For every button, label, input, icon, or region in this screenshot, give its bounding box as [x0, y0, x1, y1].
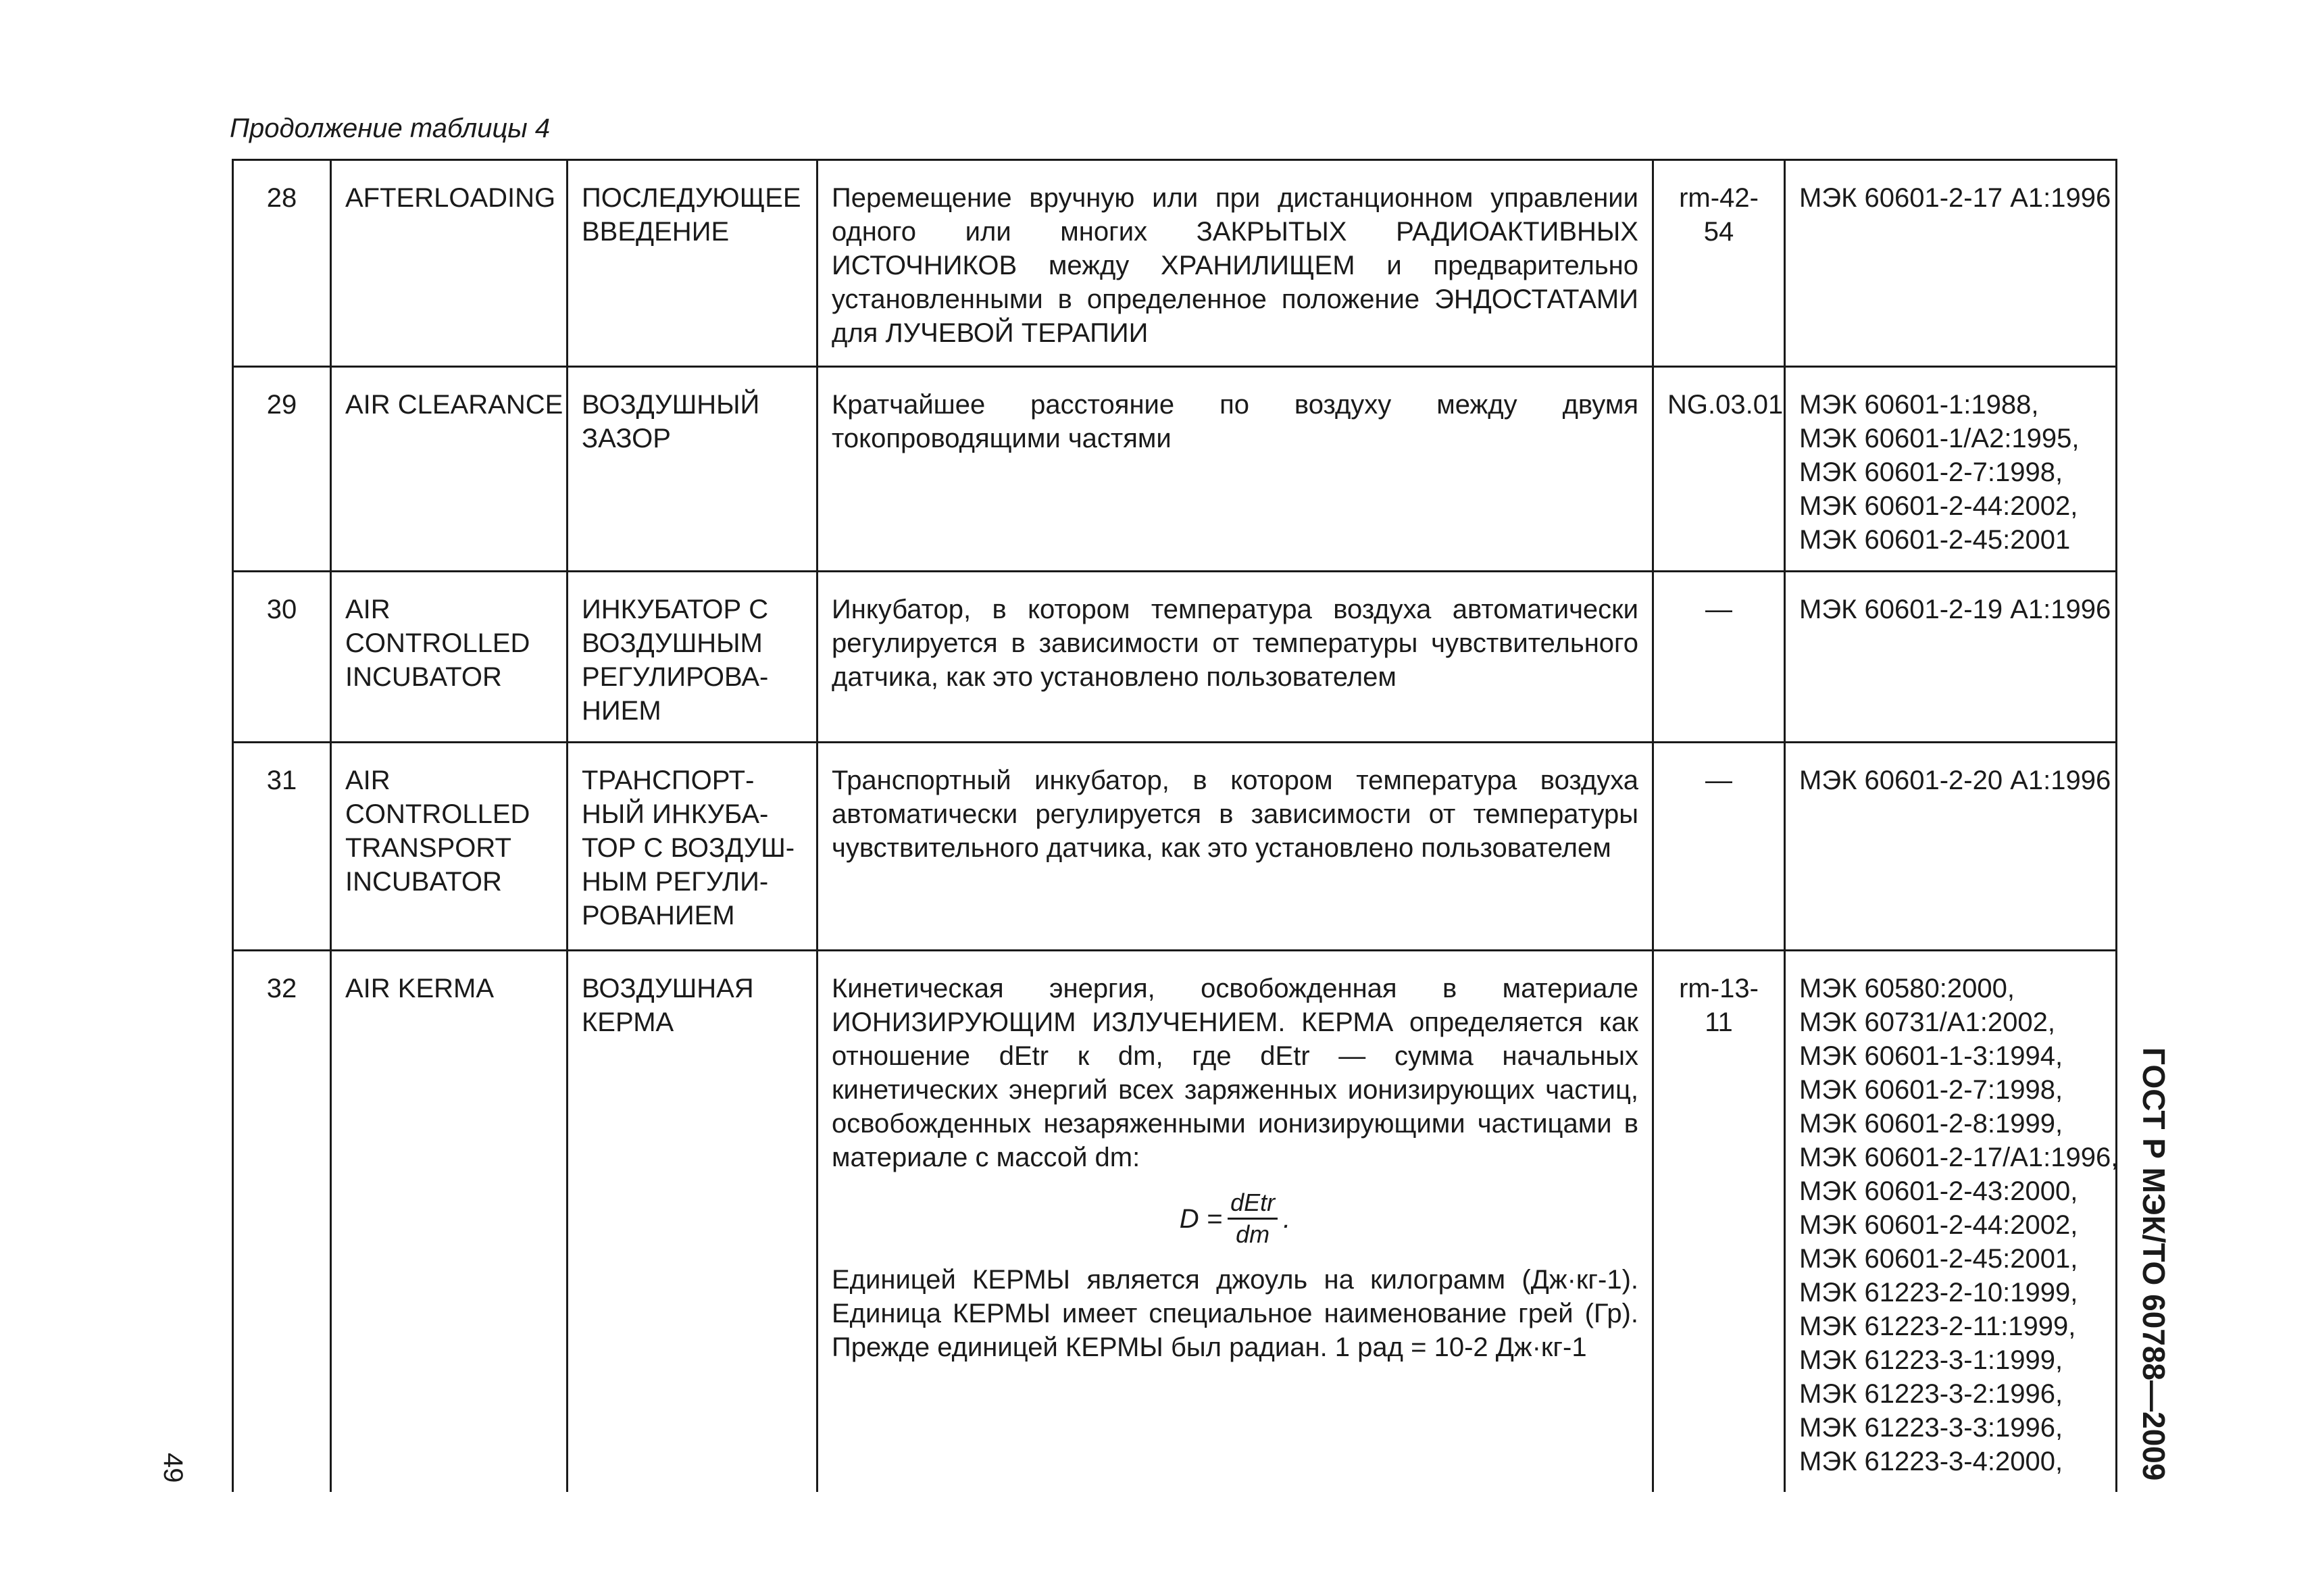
definition-paragraph: Единицей КЕРМЫ является джоуль на килограмм (Дж·кг-1). Единица КЕРМЫ имеет специальное наименование грей (Гр). Прежде единицей КЕРМЫ был радиан. 1 рад = 10-2 Дж·кг-1	[832, 1265, 1638, 1362]
term-russian: ВОЗДУШНАЯ КЕРМА	[568, 951, 818, 1493]
row-number: 28	[233, 160, 331, 367]
formula-denominator: dm	[1236, 1220, 1270, 1248]
document-header: ГОСТ Р МЭК/ТО 60788—2009	[2136, 1047, 2171, 1481]
term-russian: ВОЗДУШНЫЙ ЗАЗОР	[568, 367, 818, 572]
definition-paragraph: Кинетическая энергия, освобожденная в материале ИОНИЗИРУЮЩИМ ИЗЛУЧЕНИЕМ. КЕРМА определяется как отношение dEtr к dm, где dEtr — сумма начальных кинетических энергий всех заряженных ионизирующих частиц, освобожденных незаряженными ионизирующими частицами в материале с массой dm:	[832, 974, 1638, 1172]
term-code: —	[1653, 743, 1785, 951]
term-english: AFTERLOADING	[331, 160, 568, 367]
term-code: rm-42-54	[1653, 160, 1785, 367]
terms-table	[232, 159, 2117, 1492]
table-caption: Продолжение таблицы 4	[230, 114, 551, 143]
page-number: 49	[158, 1453, 188, 1483]
term-russian: ПОСЛЕДУЮЩЕЕ ВВЕДЕНИЕ	[568, 160, 818, 367]
term-english: AIR CONTROLLED TRANSPORT INCUBATOR	[331, 743, 568, 951]
standard-references: МЭК 60601-2-19 А1:1996	[1785, 572, 2117, 743]
term-english: AIR KERMA	[331, 951, 568, 1493]
term-definition: Перемещение вручную или при дистанционном управлении одного или многих ЗАКРЫТЫХ РАДИОАКТИВНЫХ ИСТОЧНИКОВ между ХРАНИЛИЩЕМ и предварительно установленными в определенное положение ЭНДОСТАТАМИ для ЛУЧЕВОЙ ТЕРАПИИ	[818, 160, 1653, 367]
row-number: 30	[233, 572, 331, 743]
formula-lhs: D =	[1179, 1203, 1223, 1234]
term-code: NG.03.01	[1653, 367, 1785, 572]
term-definition: Инкубатор, в котором температура воздуха автоматически регулируется в зависимости от температуры чувствительного датчика, как это установлено пользователем	[818, 572, 1653, 743]
term-code: —	[1653, 572, 1785, 743]
table-row	[233, 743, 2117, 951]
formula-end: .	[1283, 1203, 1291, 1234]
table-row	[233, 160, 2117, 367]
row-number: 29	[233, 367, 331, 572]
term-russian: ИНКУБАТОР С ВОЗДУШНЫМ РЕГУЛИРОВА- НИЕМ	[568, 572, 818, 743]
standard-references: МЭК 60580:2000, МЭК 60731/А1:2002, МЭК 60601-1-3:1994, МЭК 60601-2-7:1998, МЭК 60601-2-8:1999, МЭК 60601-2-17/А1:1996, МЭК 60601-2-43:2000, МЭК 60601-2-44:2002, МЭК 60601-2-45:2001, МЭК 61223-2-10:1999, МЭК 61223-2-11:1999, МЭК 61223-3-1:1999, МЭК 61223-3-2:1996, МЭК 61223-3-3:1996, МЭК 61223-3-4:2000,	[1785, 951, 2117, 1493]
term-code: rm-13-11	[1653, 951, 1785, 1493]
term-english: AIR CLEARANCE	[331, 367, 568, 572]
table-row	[233, 951, 2117, 1493]
term-definition: Транспортный инкубатор, в котором температура воздуха автоматически регулируется в зависимости от температуры чувствительного датчика, как это установлено пользователем	[818, 743, 1653, 951]
term-definition	[818, 951, 1653, 1493]
term-definition: Кратчайшее расстояние по воздуху между двумя токопроводящими частями	[818, 367, 1653, 572]
term-english: AIR CONTROLLED INCUBATOR	[331, 572, 568, 743]
row-number: 31	[233, 743, 331, 951]
standard-references: МЭК 60601-2-20 А1:1996	[1785, 743, 2117, 951]
table-row	[233, 367, 2117, 572]
standard-references: МЭК 60601-2-17 А1:1996	[1785, 160, 2117, 367]
term-russian: ТРАНСПОРТ- НЫЙ ИНКУБА- ТОР С ВОЗДУШ- НЫМ РЕГУЛИ- РОВАНИЕМ	[568, 743, 818, 951]
formula-numerator: dEtr	[1228, 1188, 1278, 1220]
formula-fraction	[1228, 1188, 1278, 1249]
standard-references: МЭК 60601-1:1988, МЭК 60601-1/А2:1995, МЭК 60601-2-7:1998, МЭК 60601-2-44:2002, МЭК 60601-2-45:2001	[1785, 367, 2117, 572]
table-row	[233, 572, 2117, 743]
kerma-formula	[832, 1188, 1638, 1249]
row-number: 32	[233, 951, 331, 1493]
